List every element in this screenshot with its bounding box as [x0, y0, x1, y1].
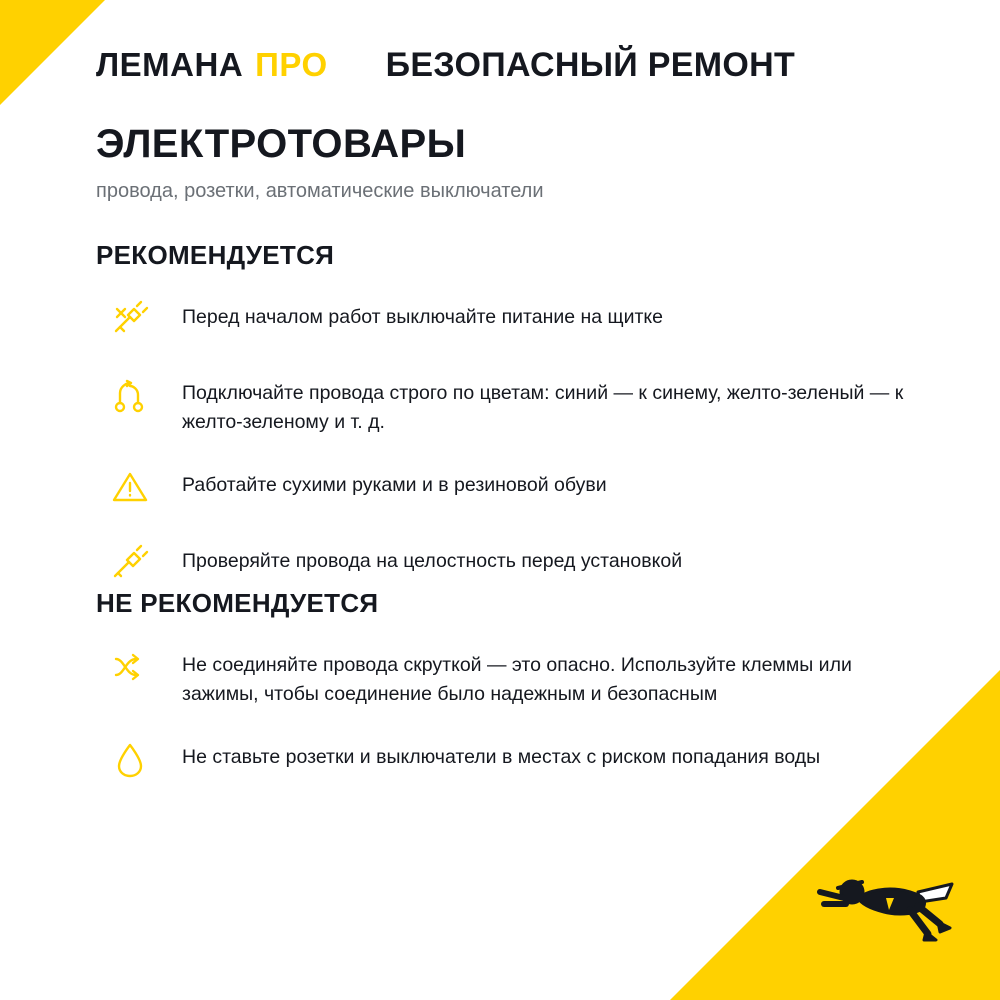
brand-logo [96, 46, 328, 84]
logo-text-primary: ЛЕМАНА [96, 46, 244, 83]
list-item-text: Не ставьте розетки и выключатели в местах с риском попадания воды [182, 746, 821, 768]
section-title: НЕ РЕКОМЕНДУЕТСЯ [96, 588, 379, 618]
list-item-text: Перед началом работ выключайте питание на щитке [182, 306, 663, 328]
flying-worker-mascot [800, 848, 970, 958]
water-drop-icon [96, 733, 182, 785]
section-not-recommended [96, 588, 906, 809]
plug-check-icon [96, 537, 182, 589]
section-recommended [96, 240, 906, 613]
warning-triangle-icon [96, 461, 182, 513]
section-title: РЕКОМЕНДУЕТСЯ [96, 240, 335, 270]
list-item [96, 537, 906, 589]
list-item [96, 733, 906, 785]
header [96, 42, 795, 88]
wire-colors-icon [96, 369, 182, 421]
recommended-list [96, 293, 906, 613]
page-subtitle: провода, розетки, автоматические выключатели [96, 180, 544, 202]
list-item-text: Проверяйте провода на целостность перед установкой [182, 550, 683, 572]
not-recommended-list [96, 641, 906, 809]
twisted-wires-icon [96, 641, 182, 693]
campaign-title: БЕЗОПАСНЫЙ РЕМОНТ [385, 45, 796, 84]
decorative-corner-top-left [0, 0, 105, 105]
page-title: ЭЛЕКТРОТОВАРЫ [96, 122, 467, 166]
list-item-text: Работайте сухими руками и в резиновой обуви [182, 474, 607, 496]
list-item [96, 369, 906, 437]
list-item-text: Подключайте провода строго по цветам: синий — к синему, желто-зеленый — к желто-зеленому и т. д. [182, 382, 904, 433]
logo-text-accent: ПРО [255, 46, 328, 83]
list-item [96, 641, 906, 709]
list-item [96, 461, 906, 513]
list-item-text: Не соединяйте провода скруткой — это опасно. Используйте клеммы или зажимы, чтобы соединение было надежным и безопасным [182, 654, 852, 705]
list-item [96, 293, 906, 345]
plug-off-icon [96, 293, 182, 345]
